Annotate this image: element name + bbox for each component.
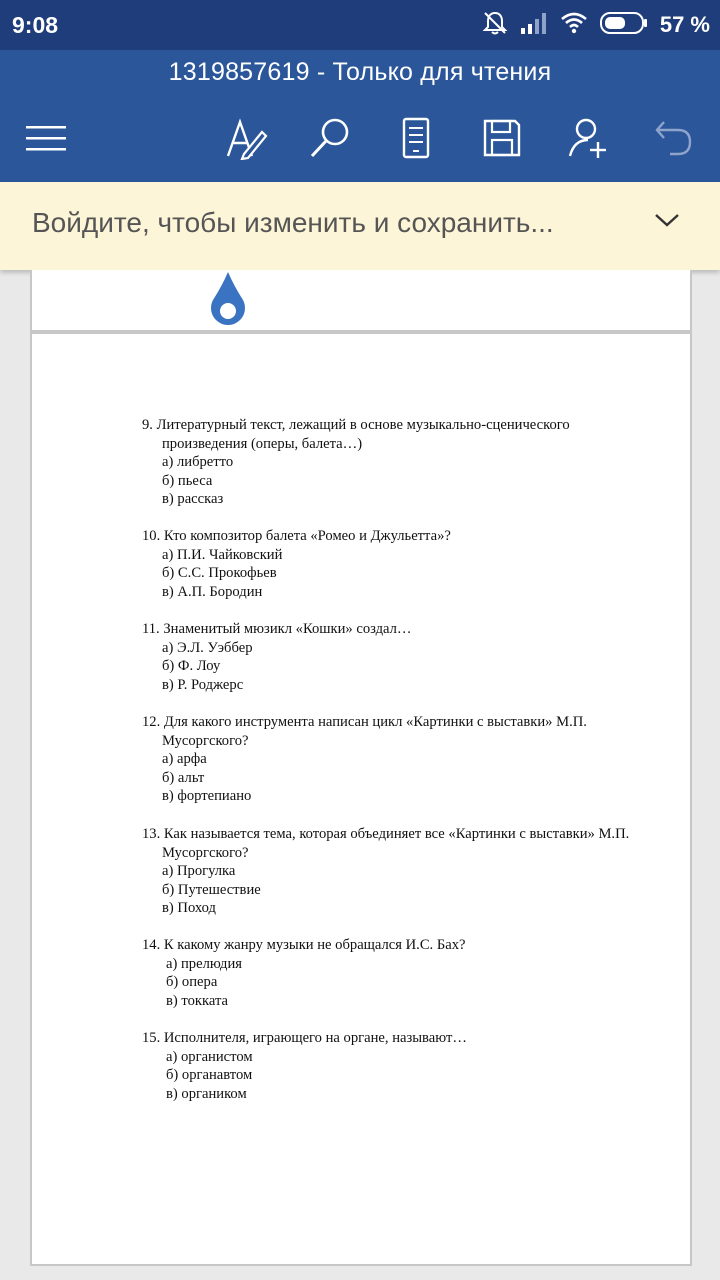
document-title: 1319857619 - Только для чтения [168, 58, 552, 86]
status-bar [0, 0, 720, 50]
answer-option: б) органавтом [166, 1067, 253, 1083]
answer-option: в) органиком [166, 1085, 247, 1102]
question-15 [142, 1029, 652, 1103]
status-icons [482, 10, 710, 40]
status-time: 9:08 [12, 12, 59, 38]
answer-option: а) арфа [162, 751, 207, 767]
answer-option: в) А.П. Бородин [162, 583, 263, 600]
question-text: 15. Исполнителя, играющего на органе, называют… [142, 1030, 467, 1046]
signal-icon [520, 12, 548, 38]
chevron-down-icon[interactable] [654, 212, 680, 232]
question-text: 14. К какому жанру музыки не обращался И.С. Бах? [142, 937, 466, 953]
battery-icon [600, 11, 648, 39]
answer-option: а) Прогулка [162, 863, 236, 879]
mobile-view-icon[interactable] [392, 114, 440, 162]
answer-option: а) органистом [166, 1048, 253, 1065]
question-text: 10. Кто композитор балета «Ромео и Джульетта»? [142, 528, 451, 544]
notifications-muted-icon [482, 10, 508, 40]
text-edit-icon[interactable] [222, 114, 270, 162]
answer-option: в) Поход [162, 900, 216, 916]
answer-option: а) либретто [162, 454, 234, 470]
answer-option: а) Э.Л. Уэббер [162, 639, 253, 656]
wifi-icon [560, 11, 588, 39]
answer-option: в) фортепиано [162, 788, 252, 804]
add-person-icon[interactable] [564, 114, 612, 162]
answer-option: б) пьеса [162, 472, 213, 489]
question-text: 12. Для какого инструмента написан цикл «Картинки с выставки» М.П. Мусоргского? [142, 714, 587, 749]
question-9 [142, 416, 652, 509]
answer-option: в) токката [166, 992, 228, 1009]
question-text: 9. Литературный текст, лежащий в основе музыкально-сценического произведения (оперы, балета…) [142, 417, 570, 452]
question-11 [142, 620, 652, 694]
search-icon[interactable] [306, 114, 354, 162]
question-13 [142, 825, 652, 918]
answer-option: б) Путешествие [162, 881, 261, 898]
previous-page [30, 270, 692, 332]
question-12 [142, 713, 652, 806]
hamburger-icon[interactable] [22, 114, 70, 162]
cursor-handle-icon[interactable] [209, 270, 247, 334]
answer-option: а) П.И. Чайковский [162, 546, 283, 563]
save-icon[interactable] [478, 114, 526, 162]
undo-icon[interactable] [650, 114, 698, 162]
sign-in-banner[interactable] [0, 182, 720, 270]
question-text: 11. Знаменитый мюзикл «Кошки» создал… [142, 621, 412, 637]
banner-text: Войдите, чтобы изменить и сохранить... [32, 207, 554, 238]
answer-option: а) прелюдия [166, 955, 242, 972]
document-page [30, 332, 692, 1266]
app-bar [0, 50, 720, 182]
answer-option: б) Ф. Лоу [162, 658, 221, 674]
answer-option: в) Р. Роджерс [162, 676, 244, 693]
battery-percent: 57 % [659, 12, 710, 37]
answer-option: б) альт [162, 769, 205, 786]
question-text: 13. Как называется тема, которая объединяет все «Картинки с выставки» М.П. Мусоргского? [142, 826, 630, 861]
answer-option: б) С.С. Прокофьев [162, 565, 277, 581]
question-10 [142, 527, 652, 601]
answer-option: б) опера [166, 974, 218, 990]
answer-option: в) рассказ [162, 491, 224, 507]
question-14 [142, 936, 652, 1010]
